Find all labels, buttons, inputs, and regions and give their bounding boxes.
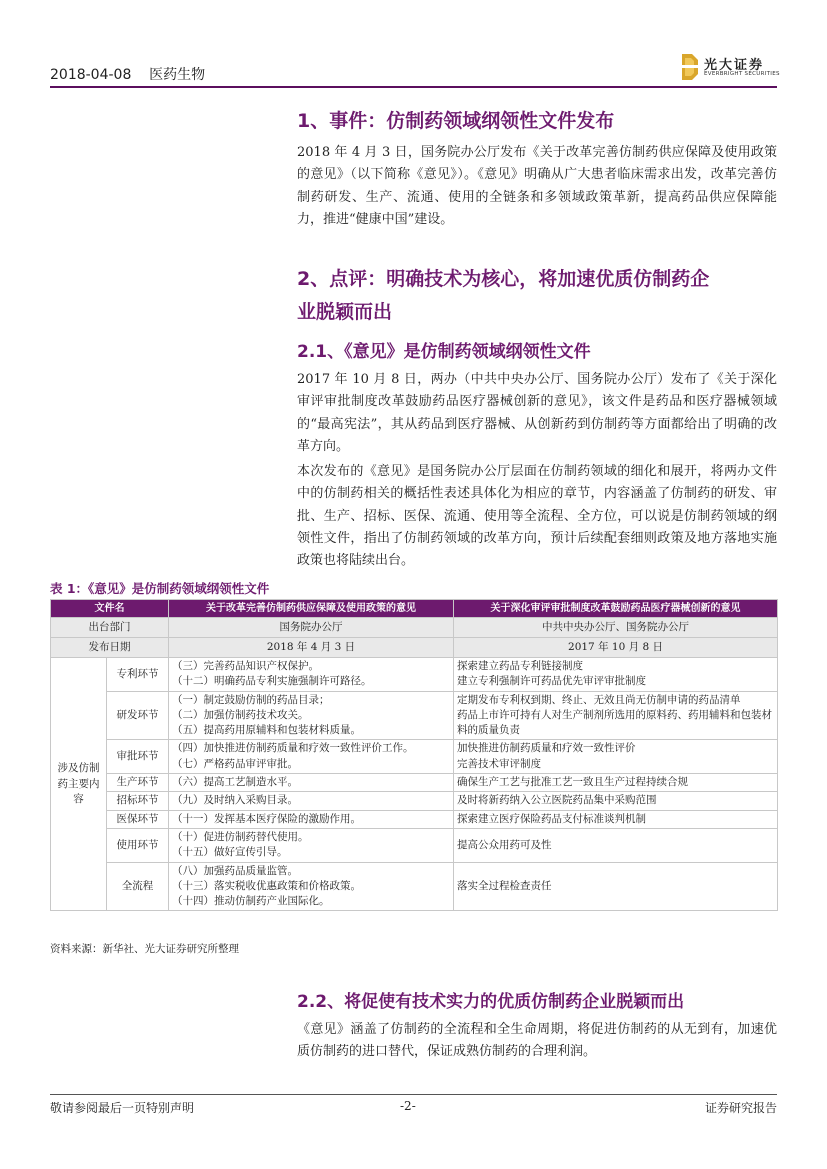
- logo-name: 光大证券: [704, 58, 765, 73]
- doc-b-content: 及时将新药纳入公立医院药品集中采购范围: [454, 792, 778, 810]
- stage-label: 生产环节: [107, 774, 169, 792]
- header-doc-b: 关于深化审评审批制度改革鼓励药品医疗器械创新的意见: [454, 600, 778, 618]
- footer-page-number: -2-: [400, 1099, 416, 1113]
- logo-mark-icon: [682, 54, 698, 80]
- footer-report-type: 证券研究报告: [704, 1101, 777, 1115]
- stage-label: 专利环节: [107, 658, 169, 692]
- section-2-title-line1: 2、点评：明确技术为核心，将加速优质仿制药企: [297, 268, 710, 290]
- doc-b-content: 提高公众用药可及性: [454, 828, 778, 862]
- table-row: [51, 774, 778, 792]
- stage-label: 招标环节: [107, 792, 169, 810]
- doc-a-content: （八）加强药品质量监管。 （十三）落实税收优惠政策和价格政策。 （十四）推动仿制药产业国际化。: [169, 862, 454, 911]
- section-2-1-paragraph-2: 本次发布的《意见》是国务院办公厅层面在仿制药领域的细化和展开，将两办文件中的仿制药相关的概括性表述具体化为相应的章节，内容涵盖了仿制药的研发、审批、生产、招标、医保、流通、使用等全流程、全方位，可以说是仿制药领域的纲领性文件，指出了仿制药领域的改革方向，预计后续配套细则政策及地方落地实施政策也将陆续出台。: [297, 464, 777, 569]
- table-header-row: [51, 600, 778, 618]
- table-row: [51, 862, 778, 911]
- table-row: [51, 740, 778, 774]
- doc-b-content: 定期发布专利权到期、终止、无效且尚无仿制申请的药品清单 药品上市许可持有人对生产制剂所选用的原料药、药用辅料和包装材料的质量负责: [454, 691, 778, 740]
- doc-a-content: （三）完善药品知识产权保护。 （十二）明确药品专利实施强制许可路径。: [169, 658, 454, 692]
- company-logo: [682, 52, 780, 84]
- doc-a-content: （九）及时纳入采购目录。: [169, 792, 454, 810]
- section-1-paragraph: 2018 年 4 月 3 日，国务院办公厅发布《关于改革完善仿制药供应保障及使用政策的意见》（以下简称《意见》）。《意见》明确从广大患者临床需求出发，改革完善仿制药研发、生产、流通、使用的全链条和多领域政策革新，提高药品供应保障能力，推进“健康中国”建设。: [297, 145, 777, 227]
- stage-label: 医保环节: [107, 810, 169, 828]
- dept-a: 国务院办公厅: [169, 618, 454, 638]
- stage-label: 使用环节: [107, 828, 169, 862]
- stage-label: 全流程: [107, 862, 169, 911]
- dept-b: 中共中央办公厅、国务院办公厅: [454, 618, 778, 638]
- header-doc-a: 关于改革完善仿制药供应保障及使用政策的意见: [169, 600, 454, 618]
- table-row-date: [51, 638, 778, 658]
- doc-b-content: 探索建立药品专利链接制度 建立专利强制许可药品优先审评审批制度: [454, 658, 778, 692]
- table-row-department: [51, 618, 778, 638]
- header-rule: [50, 86, 777, 88]
- section-1-title: 1、事件：仿制药领域纲领性文件发布: [297, 110, 615, 132]
- footer-rule: [50, 1094, 777, 1095]
- doc-a-content: （六）提高工艺制造水平。: [169, 774, 454, 792]
- header-file-name: 文件名: [51, 600, 169, 618]
- table-row: [51, 792, 778, 810]
- footer-disclaimer: 敬请参阅最后一页特别声明: [50, 1101, 195, 1115]
- doc-b-content: 落实全过程检查责任: [454, 862, 778, 911]
- section-2-1-paragraph-1: 2017 年 10 月 8 日，两办（中共中央办公厅、国务院办公厅）发布了《关于深化审评审批制度改革鼓励药品医疗器械创新的意见》，该文件是药品和医疗器械领域的“最高宪法”，其从药品到医疗器械、从创新药到仿制药等方面都给出了明确的改革方向。: [297, 372, 777, 454]
- table-caption: 表 1：《意见》是仿制药领域纲领性文件: [50, 581, 270, 596]
- table-row: [51, 658, 778, 692]
- table-row: [51, 691, 778, 740]
- policy-comparison-table: [50, 599, 778, 911]
- section-2-title-line2: 业脱颖而出: [297, 301, 393, 323]
- table-row: [51, 810, 778, 828]
- dept-label: 出台部门: [51, 618, 169, 638]
- doc-a-content: （十一）发挥基本医疗保险的激励作用。: [169, 810, 454, 828]
- doc-b-content: 加快推进仿制药质量和疗效一致性评价 完善技术审评制度: [454, 740, 778, 774]
- header-date-industry: 2018-04-08 医药生物: [50, 67, 206, 83]
- section-2-1-title: 2.1、《意见》是仿制药领域纲领性文件: [297, 342, 591, 362]
- group-label: 涉及仿制药主要内容: [51, 658, 107, 911]
- doc-a-content: （四）加快推进仿制药质量和疗效一致性评价工作。 （七）严格药品审评审批。: [169, 740, 454, 774]
- date-label: 发布日期: [51, 638, 169, 658]
- table-row: [51, 828, 778, 862]
- logo-english-name: EVERBRIGHT SECURITIES: [704, 71, 780, 77]
- section-2-2-paragraph: 《意见》涵盖了仿制药的全流程和全生命周期，将促进仿制药的从无到有，加速优质仿制药的进口替代，保证成熟仿制药的合理利润。: [297, 1022, 777, 1060]
- doc-b-content: 探索建立医疗保险药品支付标准谈判机制: [454, 810, 778, 828]
- stage-label: 研发环节: [107, 691, 169, 740]
- table-source-note: 资料来源：新华社、光大证券研究所整理: [50, 943, 239, 955]
- doc-b-content: 确保生产工艺与批准工艺一致且生产过程持续合规: [454, 774, 778, 792]
- date-b: 2017 年 10 月 8 日: [454, 638, 778, 658]
- date-a: 2018 年 4 月 3 日: [169, 638, 454, 658]
- section-2-2-title: 2.2、将促使有技术实力的优质仿制药企业脱颖而出: [297, 992, 685, 1012]
- doc-a-content: （十）促进仿制药替代使用。 （十五）做好宣传引导。: [169, 828, 454, 862]
- stage-label: 审批环节: [107, 740, 169, 774]
- doc-a-content: （一）制定鼓励仿制的药品目录； （二）加强仿制药技术攻关。 （五）提高药用原辅料和包装材料质量。: [169, 691, 454, 740]
- page-header: [50, 58, 780, 83]
